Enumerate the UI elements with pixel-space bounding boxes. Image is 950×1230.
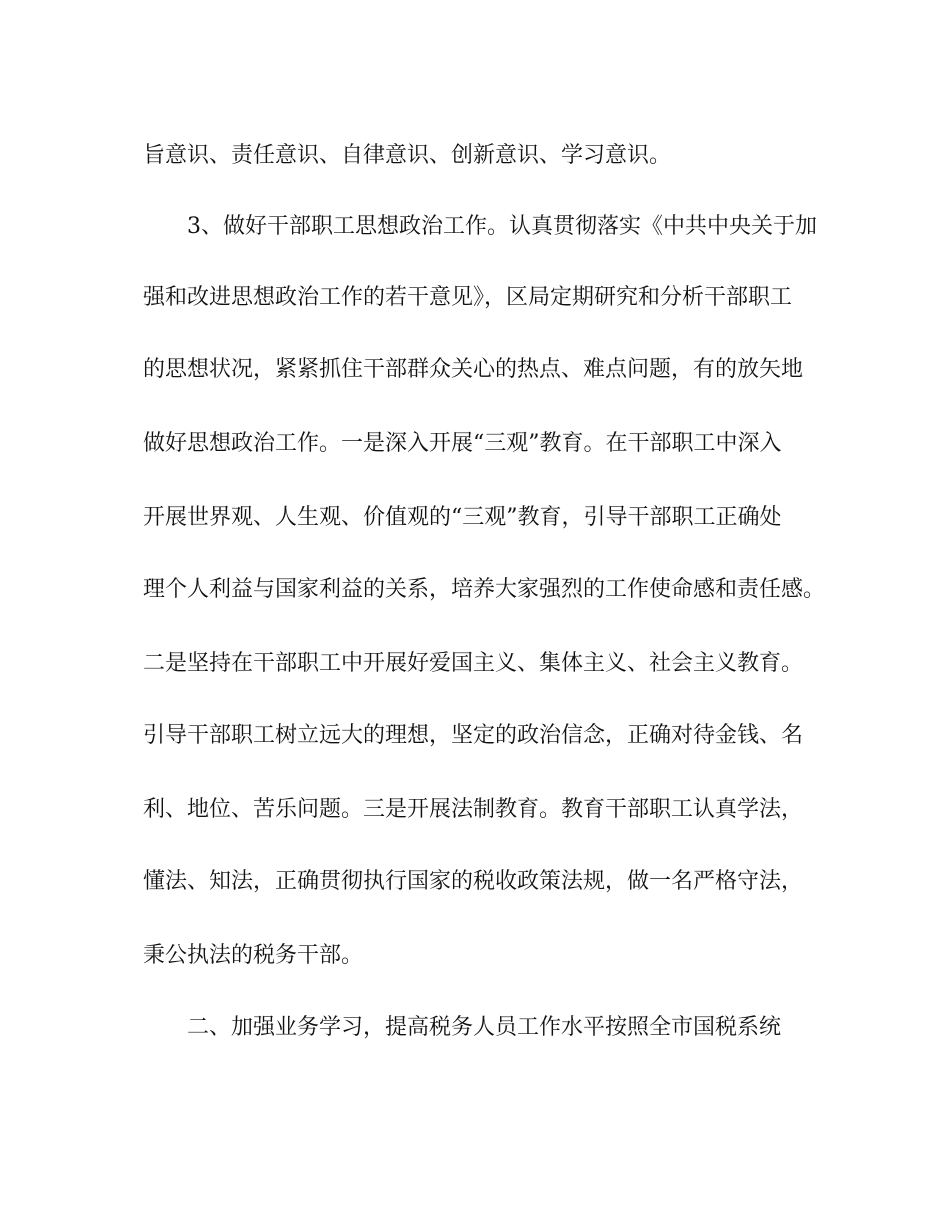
body-text-line: 引导干部职工树立远大的理想，坚定的政治信念，正确对待金钱、名 [143, 723, 804, 748]
body-text-line: 强和改进思想政治工作的若干意见》，区局定期研究和分析干部职工 [143, 285, 793, 310]
body-text-line: 理个人利益与国家利益的关系，培养大家强烈的工作使命感和责任感。 [143, 577, 826, 602]
body-text-line: 开展世界观、人生观、价值观的“三观”教育，引导干部职工正确处 [143, 505, 782, 530]
body-text-line: 懂法、知法，正确贯彻执行国家的税收政策法规，做一名严格守法， [143, 869, 804, 894]
body-text-line: 3、做好干部职工思想政治工作。认真贯彻落实《中共中央关于加 [187, 214, 817, 239]
body-text-line: 旨意识、责任意识、自律意识、创新意识、学习意识。 [143, 143, 672, 168]
body-text-line: 利、地位、苦乐问题。三是开展法制教育。教育干部职工认真学法， [143, 797, 804, 822]
body-text-line: 做好思想政治工作。一是深入开展“三观”教育。在干部职工中深入 [143, 431, 782, 456]
body-text-line: 二是坚持在干部职工中开展好爱国主义、集体主义、社会主义教育。 [143, 651, 804, 676]
body-text-line: 的思想状况，紧紧抓住干部群众关心的热点、难点问题，有的放矢地 [143, 357, 804, 382]
body-text-line: 秉公执法的税务干部。 [143, 943, 364, 968]
section-heading-line: 二、加强业务学习，提高税务人员工作水平按照全市国税系统 [187, 1015, 782, 1040]
